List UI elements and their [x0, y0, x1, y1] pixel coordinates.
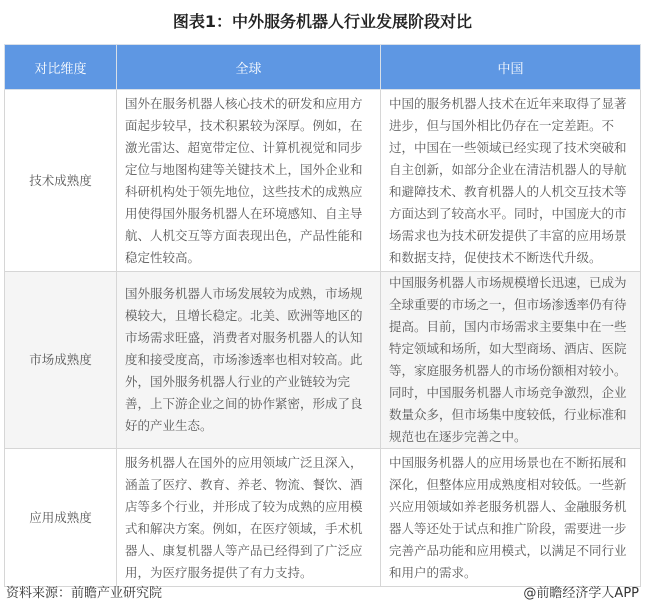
source-note: 资料来源：前瞻产业研究院: [6, 586, 163, 601]
table-header-row: [5, 45, 641, 90]
china-cell: 中国的服务机器人技术在近年来取得了显著进步，但与国外相比仍存在一定差距。不过，中国在一些领域已经实现了技术突破和自主创新，如部分企业在清洁机器人的导航和避障技术、教育机器人的人机交互技术等方面达到了较高水平。同时，中国庞大的市场需求也为技术研发提供了丰富的应用场景和数据支持，促使技术不断迭代升级。: [381, 90, 641, 272]
china-cell: 中国服务机器人市场规模增长迅速，已成为全球重要的市场之一，但市场渗透率仍有待提高。目前，国内市场需求主要集中在一些特定领域和场所，如大型商场、酒店、医院等，家庭服务机器人的市场份额相对较小。同时，中国服务机器人市场竞争激烈，企业数量众多，但市场集中度较低，行业标准和规范也在逐步完善之中。: [381, 272, 641, 449]
dimension-cell: 应用成熟度: [5, 449, 117, 587]
global-cell: 国外在服务机器人核心技术的研发和应用方面起步较早，技术积累较为深厚。例如，在激光雷达、超宽带定位、计算机视觉和同步定位与地图构建等关键技术上，国外企业和科研机构处于领先地位，这些技术的成熟应用使得国外服务机器人在环境感知、自主导航、人机交互等方面表现出色，产品性能和稳定性较高。: [117, 90, 381, 272]
china-cell: 中国服务机器人的应用场景也在不断拓展和深化，但整体应用成熟度相对较低。一些新兴应用领域如养老服务机器人、金融服务机器人等还处于试点和推广阶段，需要进一步完善产品功能和应用模式，以满足不同行业和用户的需求。: [381, 449, 641, 587]
dimension-cell: 技术成熟度: [5, 90, 117, 272]
global-cell: 服务机器人在国外的应用领域广泛且深入，涵盖了医疗、教育、养老、物流、餐饮、酒店等多个行业，并形成了较为成熟的应用模式和解决方案。例如，在医疗领域，手术机器人、康复机器人等产品已经得到了广泛应用，为医疗服务提供了有力支持。: [117, 449, 381, 587]
header-dimension: 对比维度: [5, 45, 117, 90]
header-global: 全球: [117, 45, 381, 90]
table-row: [5, 90, 641, 272]
global-cell: 国外服务机器人市场发展较为成熟，市场规模较大，且增长稳定。北美、欧洲等地区的市场需求旺盛，消费者对服务机器人的认知度和接受度高，市场渗透率也相对较高。此外，国外服务机器人行业的产业链较为完善，上下游企业之间的协作紧密，形成了良好的产业生态。: [117, 272, 381, 449]
table-row: [5, 449, 641, 587]
header-china: 中国: [381, 45, 641, 90]
table-row: [5, 272, 641, 449]
chart-title: 图表1：中外服务机器人行业发展阶段对比: [172, 12, 473, 31]
brand-credit: @前瞻经济学人APP: [523, 586, 639, 601]
dimension-cell: 市场成熟度: [5, 272, 117, 449]
comparison-table: [4, 44, 641, 587]
